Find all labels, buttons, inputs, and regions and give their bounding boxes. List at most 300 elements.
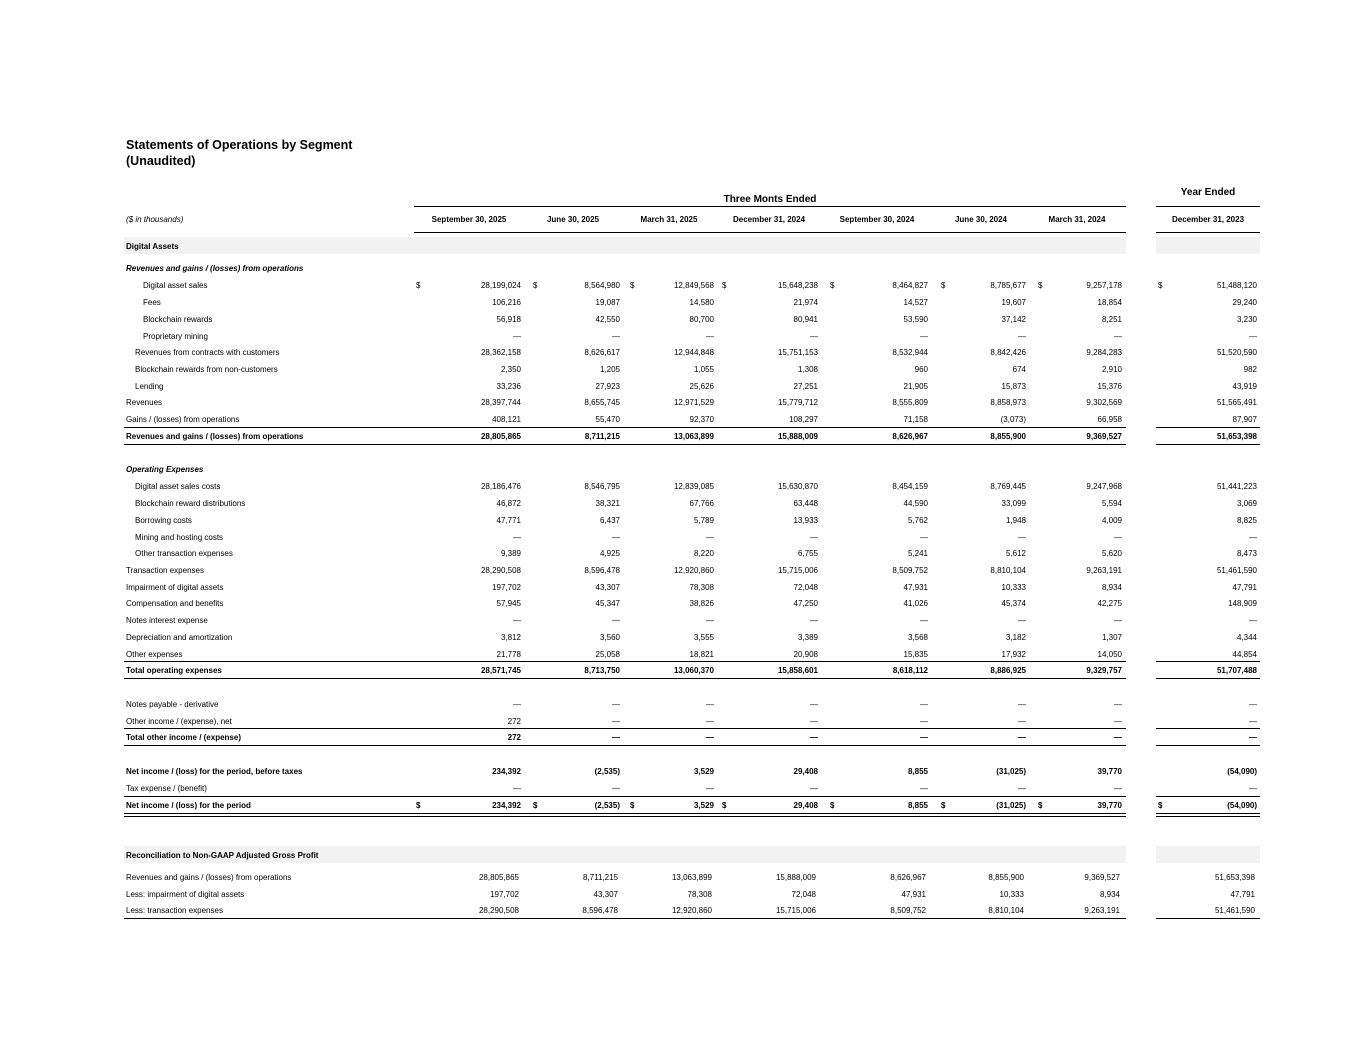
row-label: Total other income / (expense) [126,733,241,742]
cell-value: — [706,616,714,625]
cell-value: 13,063,899 [673,432,714,441]
row-label: Digital asset sales costs [135,482,221,491]
cell-value: — [810,784,818,793]
cell-value: 80,941 [793,315,818,324]
cell-value: — [1018,533,1026,542]
column-header-underline [414,232,1126,233]
cell-value: (2,535) [594,767,620,776]
cell-value: 51,441,223 [1216,482,1257,491]
row-label: Compensation and benefits [126,599,224,608]
cell-value: 38,826 [689,599,714,608]
cell-value: 29,408 [793,767,818,776]
cell-value: 18,821 [689,650,714,659]
cell-value: 47,931 [903,583,928,592]
row-label: Blockchain rewards from non-customers [135,365,278,374]
cell-value: 3,812 [500,633,521,642]
cell-value: 9,263,191 [1084,906,1120,915]
cell-value: — [1018,332,1026,341]
row-label: Transaction expenses [126,566,204,575]
column-header-1: June 30, 2025 [546,215,600,224]
cell-value: 3,230 [1236,315,1257,324]
cell-value: 408,121 [492,415,521,424]
dollar-sign: $ [1158,801,1163,810]
cell-value: 43,919 [1232,382,1257,391]
cell-value: 8,934 [1099,890,1120,899]
cell-value: 28,290,508 [478,906,519,915]
cell-value: 51,653,398 [1216,432,1257,441]
cell-value: 12,971,529 [673,398,714,407]
cell-value: 982 [1243,365,1257,374]
total-bottom-rule [124,678,1126,679]
cell-value: 29,408 [793,801,818,810]
cell-value: 8,509,752 [890,906,926,915]
total-top-rule-year [1156,427,1260,428]
cell-value: 44,854 [1232,650,1257,659]
row-label: Borrowing costs [135,516,192,525]
cell-value: — [1018,717,1026,726]
statement-title [126,137,352,169]
cell-value: 9,369,527 [1084,873,1120,882]
cell-value: — [1249,332,1257,341]
dollar-sign: $ [1158,281,1163,290]
cell-value: — [920,784,928,793]
cell-value: 28,199,024 [480,281,521,290]
cell-value: 53,590 [903,315,928,324]
cell-value: 28,805,865 [478,873,519,882]
cell-value: 14,580 [689,298,714,307]
cell-value: — [706,533,714,542]
cell-value: 8,596,478 [582,906,618,915]
cell-value: 234,392 [492,767,521,776]
cell-value: 8,618,112 [892,666,928,675]
cell-value: — [1249,700,1257,709]
statement-title-line1: Statements of Operations by Segment [126,138,353,152]
cell-value: 10,333 [999,890,1024,899]
dollar-sign: $ [830,801,835,810]
cell-value: — [706,332,714,341]
total-top-rule [124,661,1126,662]
cell-value: 2,910 [1101,365,1122,374]
cell-value: 9,329,757 [1086,666,1122,675]
cell-value: 15,715,006 [775,906,816,915]
cell-value: 3,389 [797,633,818,642]
cell-value: 51,461,590 [1216,566,1257,575]
cell-value: 27,251 [793,382,818,391]
net-double-rule-year [1156,813,1260,817]
cell-value: 47,791 [1232,583,1257,592]
row-label: Other transaction expenses [135,549,233,558]
cell-value: — [612,616,620,625]
net-top-rule [124,796,1126,797]
cell-value: 15,873 [1001,382,1026,391]
cell-value: 42,550 [595,315,620,324]
cell-value: 10,333 [1001,583,1026,592]
cell-value: — [1114,533,1122,542]
cell-value: 13,933 [793,516,818,525]
row-label: Depreciation and amortization [126,633,233,642]
three-months-underline [414,206,1126,207]
row-label: Other expenses [126,650,183,659]
cell-value: 39,770 [1097,767,1122,776]
cell-value: — [810,717,818,726]
cell-value: 21,778 [496,650,521,659]
cell-value: 78,308 [687,890,712,899]
cell-value: — [706,700,714,709]
cell-value: — [1114,332,1122,341]
cell-value: 15,858,601 [777,666,818,675]
dollar-sign: $ [1038,801,1043,810]
dollar-sign: $ [416,281,421,290]
dollar-sign: $ [941,801,946,810]
cell-value: 47,931 [901,890,926,899]
cell-value: 47,791 [1230,890,1255,899]
cell-value: 8,532,944 [892,348,928,357]
cell-value: 8,596,478 [584,566,620,575]
cell-value: 1,948 [1005,516,1026,525]
cell-value: 8,810,104 [990,566,1026,575]
cell-value: 46,872 [496,499,521,508]
cell-value: 272 [507,717,521,726]
cell-value: 197,702 [490,890,519,899]
cell-value: — [1249,616,1257,625]
cell-value: 71,158 [903,415,928,424]
total-bottom-rule-year [1156,745,1260,746]
cell-value: — [513,332,521,341]
cell-value: — [1114,717,1122,726]
cell-value: 55,470 [595,415,620,424]
cell-value: — [1114,700,1122,709]
cell-value: 1,307 [1101,633,1122,642]
cell-value: — [810,616,818,625]
cell-value: 9,369,527 [1086,432,1122,441]
cell-value: — [920,616,928,625]
cell-value: — [1114,733,1122,742]
total-bottom-rule [124,745,1126,746]
cell-value: 21,905 [903,382,928,391]
section-band-year [1156,846,1260,863]
cell-value: 51,653,398 [1214,873,1255,882]
cell-value: 9,257,178 [1086,281,1122,290]
cell-value: — [706,784,714,793]
cell-value: 8,855,900 [988,873,1024,882]
recon-bottom-rule [124,918,1126,919]
row-label: Mining and hosting costs [135,533,224,542]
cell-value: 8,855 [907,801,928,810]
cell-value: 8,855 [907,767,928,776]
cell-value: 674 [1012,365,1026,374]
cell-value: 4,344 [1236,633,1257,642]
cell-value: 148,909 [1228,599,1257,608]
cell-value: 12,839,085 [673,482,714,491]
cell-value: 63,448 [793,499,818,508]
cell-value: (54,090) [1227,801,1257,810]
cell-value: 25,626 [689,382,714,391]
cell-value: (54,090) [1227,767,1257,776]
row-label: Digital Assets [126,242,179,251]
cell-value: 51,565,491 [1216,398,1257,407]
row-label: Notes payable - derivative [126,700,219,709]
column-header-0: September 30, 2025 [431,215,507,224]
cell-value: 21,974 [793,298,818,307]
cell-value: 15,779,712 [777,398,818,407]
cell-value: 8,626,967 [892,432,928,441]
cell-value: — [1114,616,1122,625]
cell-value: 3,568 [907,633,928,642]
cell-value: 8,855,900 [990,432,1026,441]
cell-value: 15,715,006 [777,566,818,575]
year-column-header-underline [1156,232,1260,233]
dollar-sign: $ [533,281,538,290]
cell-value: 8,842,426 [990,348,1026,357]
cell-value: — [810,700,818,709]
row-label: Gains / (losses) from operations [126,415,240,424]
net-double-rule [124,813,1126,817]
cell-value: — [706,733,714,742]
cell-value: — [513,700,521,709]
cell-value: 37,142 [1001,315,1026,324]
cell-value: 4,009 [1101,516,1122,525]
cell-value: — [1249,733,1257,742]
cell-value: 44,590 [903,499,928,508]
cell-value: — [1249,784,1257,793]
dollar-sign: $ [722,801,727,810]
cell-value: 51,461,590 [1214,906,1255,915]
cell-value: 41,026 [903,599,928,608]
cell-value: 15,835 [903,650,928,659]
cell-value: — [706,717,714,726]
cell-value: 5,594 [1101,499,1122,508]
column-header-4: September 30, 2024 [839,215,915,224]
cell-value: 45,374 [1001,599,1026,608]
cell-value: 9,389 [500,549,521,558]
dollar-sign: $ [722,281,727,290]
cell-value: — [513,533,521,542]
cell-value: 15,888,009 [775,873,816,882]
row-label: Other income / (expense), net [126,717,232,726]
cell-value: — [920,533,928,542]
cell-value: 87,907 [1232,415,1257,424]
cell-value: 8,711,215 [583,873,618,882]
cell-value: 8,564,980 [584,281,620,290]
cell-value: (31,025) [996,767,1026,776]
cell-value: 8,555,809 [892,398,928,407]
cell-value: 8,546,795 [584,482,620,491]
cell-value: 272 [507,733,521,742]
cell-value: 106,216 [492,298,521,307]
cell-value: 8,251 [1101,315,1122,324]
cell-value: — [612,784,620,793]
row-label: Net income / (loss) for the period, before taxes [126,767,303,776]
dollar-sign: $ [416,801,421,810]
dollar-sign: $ [630,281,635,290]
cell-value: — [513,616,521,625]
cell-value: — [810,332,818,341]
cell-value: 29,240 [1232,298,1257,307]
cell-value: 108,297 [789,415,818,424]
cell-value: 8,509,752 [892,566,928,575]
cell-value: 39,770 [1097,801,1122,810]
cell-value: (31,025) [996,801,1026,810]
cell-value: — [920,733,928,742]
dollar-sign: $ [1038,281,1043,290]
cell-value: 6,437 [599,516,620,525]
cell-value: 28,290,508 [480,566,521,575]
section-band-year [1156,237,1260,254]
cell-value: 20,908 [793,650,818,659]
column-header-5: June 30, 2024 [954,215,1008,224]
cell-value: — [1249,533,1257,542]
statement-title-line2: (Unaudited) [126,154,196,168]
cell-value: — [513,784,521,793]
cell-value: 8,454,159 [892,482,928,491]
section-band [124,237,1126,254]
cell-value: 1,308 [797,365,818,374]
cell-value: 18,854 [1097,298,1122,307]
cell-value: — [1018,616,1026,625]
cell-value: — [612,700,620,709]
column-header-3: December 31, 2024 [732,215,806,224]
cell-value: 5,620 [1101,549,1122,558]
column-header-2: March 31, 2025 [640,215,698,224]
row-label: Less: transaction expenses [126,906,223,915]
total-bottom-rule [124,444,1126,445]
cell-value: 8,473 [1236,549,1257,558]
cell-value: — [920,717,928,726]
row-label: Digital asset sales [143,281,208,290]
cell-value: 12,849,568 [673,281,714,290]
cell-value: 9,284,283 [1086,348,1122,357]
cell-value: — [612,717,620,726]
cell-value: 51,488,120 [1216,281,1257,290]
cell-value: 5,241 [907,549,928,558]
cell-value: 1,055 [693,365,714,374]
cell-value: 45,347 [595,599,620,608]
three-months-header: Three Monts Ended [723,194,817,205]
cell-value: 14,527 [903,298,928,307]
cell-value: 3,529 [693,767,714,776]
cell-value: 78,308 [689,583,714,592]
cell-value: 28,186,476 [480,482,521,491]
cell-value: 9,263,191 [1086,566,1122,575]
row-label: Net income / (loss) for the period [126,801,251,810]
row-label: Blockchain reward distributions [135,499,246,508]
cell-value: 72,048 [791,890,816,899]
cell-value: 57,945 [496,599,521,608]
column-header-7: December 31, 2023 [1171,215,1245,224]
dollar-sign: $ [630,801,635,810]
cell-value: 47,250 [793,599,818,608]
cell-value: 38,321 [595,499,620,508]
cell-value: 9,247,968 [1086,482,1122,491]
cell-value: 12,944,848 [673,348,714,357]
cell-value: — [1018,733,1026,742]
cell-value: — [612,332,620,341]
cell-value: 80,700 [689,315,714,324]
cell-value: 13,063,899 [671,873,712,882]
cell-value: 8,825 [1236,516,1257,525]
cell-value: — [920,332,928,341]
cell-value: 28,571,745 [480,666,521,675]
cell-value: 8,464,827 [892,281,928,290]
cell-value: 43,307 [595,583,620,592]
row-label: Reconciliation to Non-GAAP Adjusted Gross Profit [126,851,319,860]
cell-value: 3,529 [693,801,714,810]
year-ended-underline [1156,206,1260,207]
cell-value: — [1114,784,1122,793]
cell-value: 12,920,860 [671,906,712,915]
cell-value: — [810,533,818,542]
cell-value: 5,789 [693,516,714,525]
cell-value: 8,713,750 [584,666,620,675]
cell-value: 9,302,569 [1086,398,1122,407]
row-label: Operating Expenses [126,465,204,474]
cell-value: 3,069 [1236,499,1257,508]
cell-value: 5,612 [1005,549,1026,558]
cell-value: — [920,700,928,709]
row-label: Revenues and gains / (losses) from operations [126,873,292,882]
column-header-6: March 31, 2024 [1048,215,1106,224]
cell-value: 1,205 [599,365,620,374]
cell-value: 33,236 [496,382,521,391]
cell-value: 43,307 [593,890,618,899]
cell-value: 8,934 [1101,583,1122,592]
cell-value: 8,626,967 [890,873,926,882]
row-label: Less: impairment of digital assets [126,890,245,899]
units-label: ($ in thousands) [126,215,184,224]
cell-value: 4,925 [599,549,620,558]
row-label: Lending [135,382,164,391]
cell-value: 12,920,860 [673,566,714,575]
cell-value: 28,397,744 [480,398,521,407]
cell-value: 2,350 [500,365,521,374]
cell-value: — [810,733,818,742]
cell-value: 15,376 [1097,382,1122,391]
cell-value: — [612,733,620,742]
cell-value: 47,771 [496,516,521,525]
cell-value: 28,805,865 [480,432,521,441]
total-bottom-rule-year [1156,444,1260,445]
cell-value: 3,560 [599,633,620,642]
cell-value: 14,050 [1097,650,1122,659]
cell-value: 15,888,009 [777,432,818,441]
cell-value: 19,087 [595,298,620,307]
cell-value: 3,182 [1005,633,1026,642]
cell-value: 28,362,158 [480,348,521,357]
cell-value: — [1018,784,1026,793]
total-bottom-rule-year [1156,678,1260,679]
cell-value: 15,751,153 [777,348,818,357]
year-ended-header: Year Ended [1180,187,1236,198]
row-label: Notes interest expense [126,616,208,625]
cell-value: — [1249,717,1257,726]
cell-value: 8,626,617 [584,348,620,357]
cell-value: 19,607 [1001,298,1026,307]
cell-value: 92,370 [689,415,714,424]
dollar-sign: $ [941,281,946,290]
cell-value: 8,886,925 [990,666,1026,675]
total-top-rule [124,728,1126,729]
row-label: Blockchain rewards [143,315,213,324]
row-label: Revenues from contracts with customers [135,348,280,357]
cell-value: 8,785,677 [990,281,1026,290]
row-label: Total operating expenses [126,666,222,675]
cell-value: 51,520,590 [1216,348,1257,357]
cell-value: 8,858,973 [990,398,1026,407]
cell-value: 234,392 [492,801,521,810]
row-label: Tax expense / (benefit) [126,784,207,793]
dollar-sign: $ [533,801,538,810]
cell-value: (3,073) [1000,415,1026,424]
